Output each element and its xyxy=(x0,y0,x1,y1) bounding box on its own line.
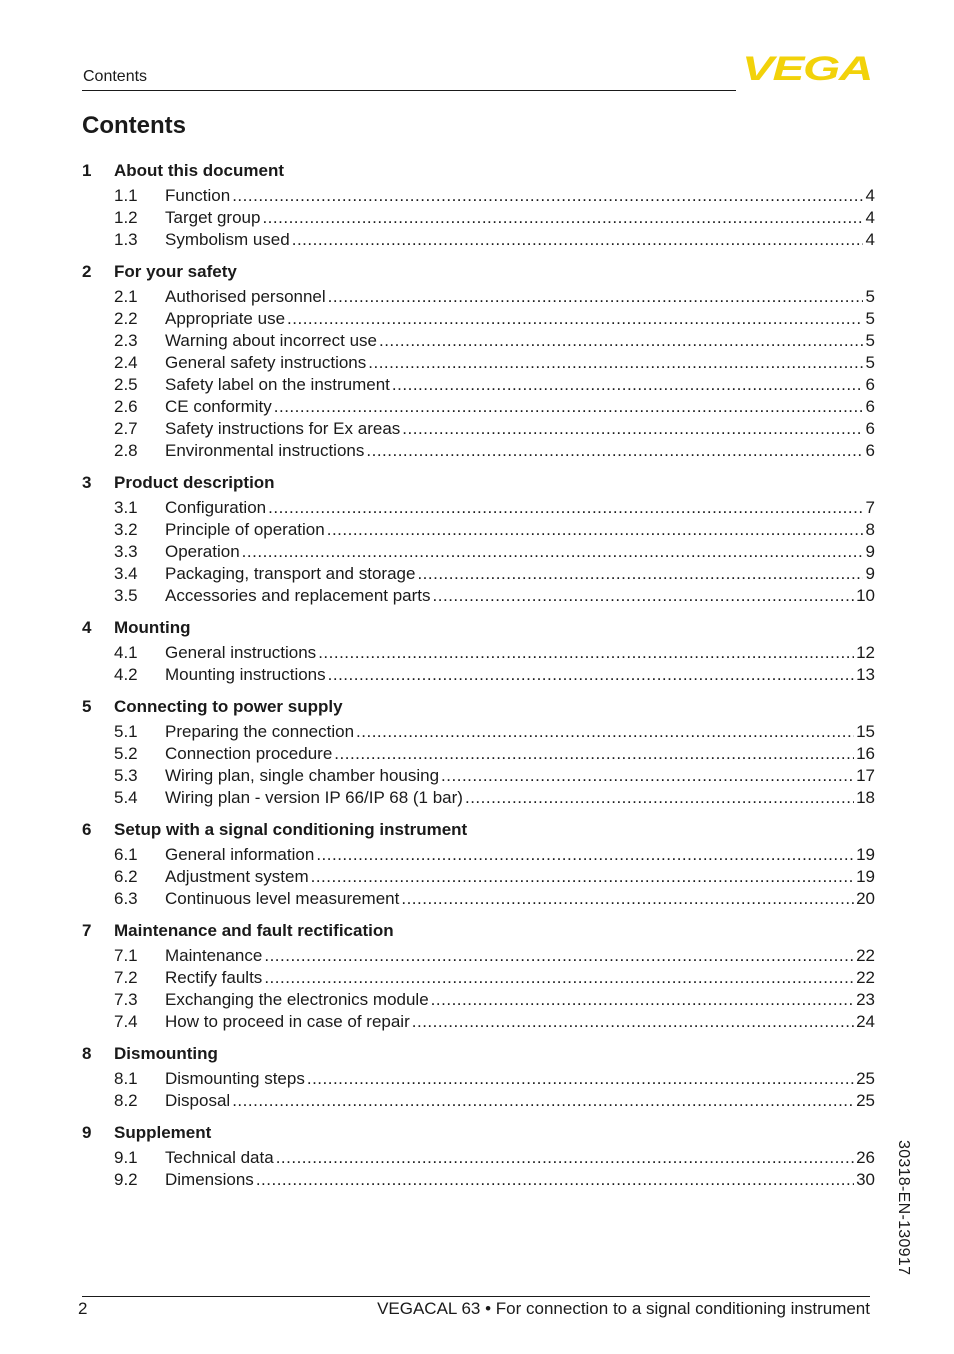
toc-entry[interactable] xyxy=(82,440,875,462)
entry-number: 2.7 xyxy=(114,419,138,438)
chapter-title: About this document xyxy=(114,161,284,180)
toc-entry[interactable] xyxy=(82,664,875,686)
entry-number: 7.2 xyxy=(114,968,138,987)
dot-leader xyxy=(379,330,863,352)
entry-number: 2.6 xyxy=(114,397,138,416)
dot-leader xyxy=(311,866,854,888)
entry-title: Disposal xyxy=(165,1091,231,1110)
entry-page-number: 4 xyxy=(865,208,875,227)
dot-leader xyxy=(307,1068,854,1090)
dot-leader xyxy=(264,967,854,989)
toc-chapter xyxy=(82,819,875,910)
page-title: Contents xyxy=(82,112,186,139)
entry-title: Symbolism used xyxy=(165,230,290,249)
chapter-number: 3 xyxy=(82,473,92,492)
entry-title: Environmental instructions xyxy=(165,441,365,460)
chapter-title: Dismounting xyxy=(114,1044,218,1063)
entry-title: Technical data xyxy=(165,1148,274,1167)
entry-number: 7.4 xyxy=(114,1012,138,1031)
dot-leader xyxy=(274,396,863,418)
dot-leader xyxy=(268,497,863,519)
dot-leader xyxy=(356,721,854,743)
dot-leader xyxy=(316,844,854,866)
entry-title: CE conformity xyxy=(165,397,272,416)
chapter-heading[interactable] xyxy=(82,1043,875,1065)
dot-leader xyxy=(318,642,854,664)
entry-number: 7.1 xyxy=(114,946,138,965)
toc-chapter xyxy=(82,1122,875,1191)
entry-title: Connection procedure xyxy=(165,744,333,763)
toc-chapter xyxy=(82,696,875,809)
toc-entry[interactable] xyxy=(82,563,875,585)
chapter-number: 8 xyxy=(82,1044,92,1063)
chapter-title: Setup with a signal conditioning instrument xyxy=(114,820,468,839)
toc-entry[interactable] xyxy=(82,1068,875,1090)
entry-number: 3.5 xyxy=(114,586,138,605)
chapter-heading[interactable] xyxy=(82,160,875,182)
chapter-title: Supplement xyxy=(114,1123,212,1142)
entry-title: Operation xyxy=(165,542,240,561)
dot-leader xyxy=(232,185,863,207)
chapter-heading[interactable] xyxy=(82,696,875,718)
entry-title: Wiring plan, single chamber housing xyxy=(165,766,440,785)
entry-page-number: 12 xyxy=(856,643,875,662)
chapter-title: Mounting xyxy=(114,618,191,637)
toc-entry[interactable] xyxy=(82,721,875,743)
header-rule xyxy=(82,90,736,91)
vega-logo-wordmark: VEGA xyxy=(742,52,872,84)
entry-page-number: 15 xyxy=(856,722,875,741)
dot-leader xyxy=(431,989,854,1011)
entry-number: 6.2 xyxy=(114,867,138,886)
entry-number: 3.3 xyxy=(114,542,138,561)
entry-number: 2.3 xyxy=(114,331,138,350)
entry-page-number: 26 xyxy=(856,1148,875,1167)
dot-leader xyxy=(242,541,863,563)
chapter-heading[interactable] xyxy=(82,1122,875,1144)
dot-leader xyxy=(441,765,854,787)
entry-number: 3.1 xyxy=(114,498,138,517)
toc-chapter xyxy=(82,1043,875,1112)
entry-page-number: 6 xyxy=(865,441,875,460)
toc-entry[interactable] xyxy=(82,585,875,607)
chapter-number: 2 xyxy=(82,262,92,281)
entry-page-number: 7 xyxy=(865,498,875,517)
entry-number: 2.4 xyxy=(114,353,138,372)
chapter-number: 9 xyxy=(82,1123,92,1142)
entry-title: Dismounting steps xyxy=(165,1069,305,1088)
entry-number: 3.4 xyxy=(114,564,138,583)
chapter-number: 4 xyxy=(82,618,92,637)
toc-entry[interactable] xyxy=(82,185,875,207)
toc-chapter xyxy=(82,261,875,462)
chapter-number: 7 xyxy=(82,921,92,940)
entry-title: Accessories and replacement parts xyxy=(165,586,431,605)
entry-number: 1.3 xyxy=(114,230,138,249)
chapter-title: For your safety xyxy=(114,262,237,281)
entry-number: 9.2 xyxy=(114,1170,138,1189)
toc-entry[interactable] xyxy=(82,374,875,396)
entry-title: Dimensions xyxy=(165,1170,254,1189)
toc-entry[interactable] xyxy=(82,418,875,440)
toc-chapter xyxy=(82,472,875,607)
entry-number: 5.3 xyxy=(114,766,138,785)
entry-title: Adjustment system xyxy=(165,867,309,886)
chapter-heading[interactable] xyxy=(82,819,875,841)
dot-leader xyxy=(292,229,863,251)
chapter-number: 5 xyxy=(82,697,92,716)
toc-entry[interactable] xyxy=(82,743,875,765)
entry-page-number: 19 xyxy=(856,845,875,864)
entry-number: 6.3 xyxy=(114,889,138,908)
entry-title: Principle of operation xyxy=(165,520,325,539)
toc-entry[interactable] xyxy=(82,1090,875,1112)
dot-leader xyxy=(328,286,863,308)
vega-logo xyxy=(742,52,874,84)
entry-page-number: 18 xyxy=(856,788,875,807)
entry-page-number: 25 xyxy=(856,1091,875,1110)
toc-entry[interactable] xyxy=(82,1011,875,1033)
toc-entry[interactable] xyxy=(82,765,875,787)
entry-page-number: 6 xyxy=(865,419,875,438)
dot-leader xyxy=(276,1147,854,1169)
entry-title: Target group xyxy=(165,208,261,227)
entry-title: General safety instructions xyxy=(165,353,367,372)
dot-leader xyxy=(327,519,863,541)
chapter-heading[interactable] xyxy=(82,617,875,639)
entry-page-number: 8 xyxy=(865,520,875,539)
chapter-heading[interactable] xyxy=(82,920,875,942)
entry-number: 2.8 xyxy=(114,441,138,460)
chapter-heading[interactable] xyxy=(82,472,875,494)
entry-title: How to proceed in case of repair xyxy=(165,1012,410,1031)
running-header: Contents xyxy=(83,68,148,85)
entry-number: 3.2 xyxy=(114,520,138,539)
entry-title: Function xyxy=(165,186,231,205)
entry-number: 8.1 xyxy=(114,1069,138,1088)
entry-page-number: 16 xyxy=(856,744,875,763)
entry-page-number: 6 xyxy=(865,397,875,416)
entry-page-number: 30 xyxy=(856,1170,875,1189)
entry-title: General information xyxy=(165,845,315,864)
toc-entry[interactable] xyxy=(82,352,875,374)
toc-entry[interactable] xyxy=(82,519,875,541)
toc-entry[interactable] xyxy=(82,844,875,866)
entry-number: 6.1 xyxy=(114,845,138,864)
entry-page-number: 23 xyxy=(856,990,875,1009)
chapter-number: 1 xyxy=(82,161,92,180)
dot-leader xyxy=(417,563,863,585)
chapter-title: Connecting to power supply xyxy=(114,697,343,716)
dot-leader xyxy=(402,418,863,440)
toc-entry[interactable] xyxy=(82,866,875,888)
entry-number: 1.2 xyxy=(114,208,138,227)
dot-leader xyxy=(232,1090,854,1112)
toc-entry[interactable] xyxy=(82,787,875,809)
entry-title: Exchanging the electronics module xyxy=(165,990,429,1009)
entry-page-number: 22 xyxy=(856,968,875,987)
dot-leader xyxy=(287,308,863,330)
entry-page-number: 17 xyxy=(856,766,875,785)
entry-number: 4.1 xyxy=(114,643,138,662)
chapter-title: Maintenance and fault rectification xyxy=(114,921,394,940)
dot-leader xyxy=(392,374,863,396)
entry-number: 4.2 xyxy=(114,665,138,684)
toc-chapter xyxy=(82,920,875,1033)
entry-page-number: 10 xyxy=(856,586,875,605)
entry-page-number: 5 xyxy=(865,287,875,306)
entry-number: 5.2 xyxy=(114,744,138,763)
entry-title: Continuous level measurement xyxy=(165,889,400,908)
entry-title: Safety instructions for Ex areas xyxy=(165,419,401,438)
entry-page-number: 19 xyxy=(856,867,875,886)
chapter-heading[interactable] xyxy=(82,261,875,283)
entry-page-number: 5 xyxy=(865,353,875,372)
toc-entry[interactable] xyxy=(82,642,875,664)
entry-number: 5.4 xyxy=(114,788,138,807)
dot-leader xyxy=(412,1011,854,1033)
dot-leader xyxy=(401,888,854,910)
entry-title: Rectify faults xyxy=(165,968,263,987)
toc-entry[interactable] xyxy=(82,330,875,352)
toc-entry[interactable] xyxy=(82,945,875,967)
entry-number: 2.5 xyxy=(114,375,138,394)
entry-number: 2.2 xyxy=(114,309,138,328)
entry-number: 2.1 xyxy=(114,287,138,306)
entry-page-number: 24 xyxy=(856,1012,875,1031)
toc-entry[interactable] xyxy=(82,888,875,910)
dot-leader xyxy=(368,352,863,374)
entry-page-number: 5 xyxy=(865,331,875,350)
entry-title: Packaging, transport and storage xyxy=(165,564,416,583)
footer-page-number: 2 xyxy=(78,1299,88,1318)
entry-page-number: 9 xyxy=(865,564,875,583)
entry-page-number: 20 xyxy=(856,889,875,908)
entry-number: 5.1 xyxy=(114,722,138,741)
entry-number: 1.1 xyxy=(114,186,138,205)
dot-leader xyxy=(366,440,863,462)
entry-page-number: 13 xyxy=(856,665,875,684)
toc-entry[interactable] xyxy=(82,497,875,519)
entry-number: 8.2 xyxy=(114,1091,138,1110)
toc-entry[interactable] xyxy=(82,308,875,330)
toc-entry[interactable] xyxy=(82,541,875,563)
entry-page-number: 4 xyxy=(865,230,875,249)
entry-page-number: 6 xyxy=(865,375,875,394)
entry-page-number: 4 xyxy=(865,186,875,205)
dot-leader xyxy=(433,585,855,607)
toc-entry[interactable] xyxy=(82,207,875,229)
dot-leader xyxy=(465,787,854,809)
entry-title: Configuration xyxy=(165,498,267,517)
dot-leader xyxy=(262,207,863,229)
entry-number: 9.1 xyxy=(114,1148,138,1167)
entry-title: Authorised personnel xyxy=(165,287,326,306)
chapter-title: Product description xyxy=(114,473,275,492)
dot-leader xyxy=(256,1169,854,1191)
toc-chapter xyxy=(82,160,875,251)
entry-title: Warning about incorrect use xyxy=(165,331,377,350)
toc-entry[interactable] xyxy=(82,1169,875,1191)
footer-rule xyxy=(82,1296,870,1297)
toc-entry[interactable] xyxy=(82,286,875,308)
table-of-contents xyxy=(82,160,875,1201)
entry-title: General instructions xyxy=(165,643,317,662)
entry-title: Wiring plan - version IP 66/IP 68 (1 bar) xyxy=(165,788,463,807)
entry-title: Mounting instructions xyxy=(165,665,326,684)
chapter-number: 6 xyxy=(82,820,92,839)
entry-title: Safety label on the instrument xyxy=(165,375,390,394)
toc-chapter xyxy=(82,617,875,686)
document-code: 30318-EN-130917 xyxy=(895,1140,912,1276)
footer-document-title: VEGACAL 63 • For connection to a signal conditioning instrument xyxy=(377,1299,870,1318)
entry-page-number: 9 xyxy=(865,542,875,561)
entry-page-number: 5 xyxy=(865,309,875,328)
entry-title: Appropriate use xyxy=(165,309,286,328)
toc-entry[interactable] xyxy=(82,1147,875,1169)
entry-title: Maintenance xyxy=(165,946,263,965)
dot-leader xyxy=(334,743,854,765)
entry-page-number: 25 xyxy=(856,1069,875,1088)
entry-page-number: 22 xyxy=(856,946,875,965)
toc-entry[interactable] xyxy=(82,989,875,1011)
entry-title: Preparing the connection xyxy=(165,722,355,741)
toc-entry[interactable] xyxy=(82,229,875,251)
dot-leader xyxy=(264,945,854,967)
toc-entry[interactable] xyxy=(82,967,875,989)
entry-number: 7.3 xyxy=(114,990,138,1009)
dot-leader xyxy=(328,664,854,686)
toc-entry[interactable] xyxy=(82,396,875,418)
